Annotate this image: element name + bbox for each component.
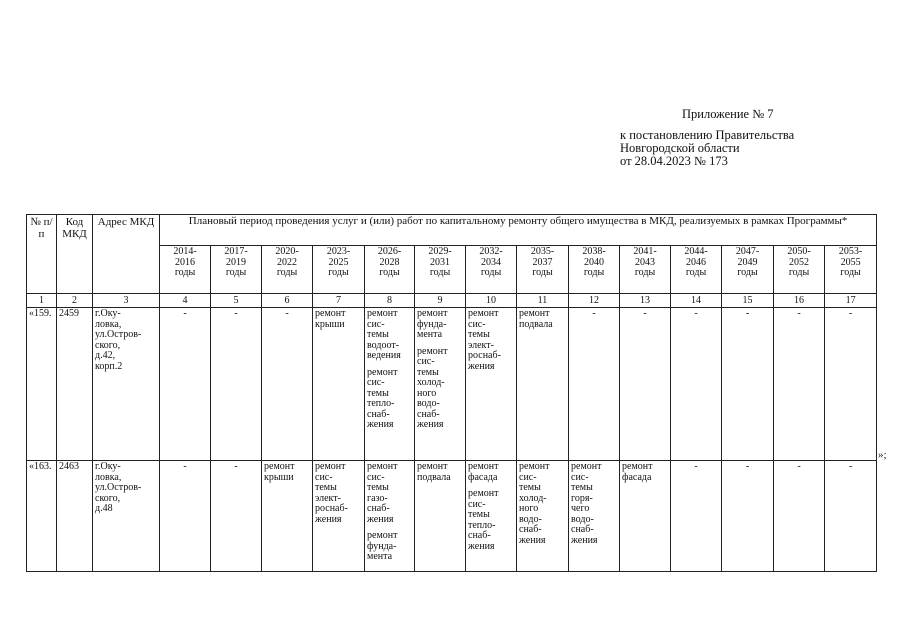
no-work-dash: - xyxy=(643,308,647,319)
work-item: ремонт сис- темы газо- снаб- жения xyxy=(367,461,398,525)
column-number-cell: 11 xyxy=(517,294,569,308)
period-header-cell: 2047- 2049 годы xyxy=(722,246,774,294)
table-row xyxy=(27,461,877,572)
column-number-cell: 17 xyxy=(825,294,877,308)
period-work-cell xyxy=(825,308,877,461)
no-work-dash: - xyxy=(797,308,801,319)
work-item: ремонт сис- темы холод- ного водо- снаб- жения xyxy=(519,461,550,546)
period-header-cell: 2017- 2019 годы xyxy=(211,246,262,294)
building-code-cell: 2463 xyxy=(57,461,93,572)
no-work-dash: - xyxy=(183,461,187,472)
period-work-cell xyxy=(365,308,415,461)
column-number-cell: 7 xyxy=(313,294,365,308)
period-work-cell xyxy=(466,461,517,572)
period-work-cell xyxy=(517,461,569,572)
no-work-dash: - xyxy=(694,308,698,319)
work-item: ремонт крыши xyxy=(315,308,346,330)
period-work-cell xyxy=(825,461,877,572)
table-row xyxy=(27,308,877,461)
column-number-cell: 9 xyxy=(415,294,466,308)
period-work-cell xyxy=(620,308,671,461)
column-number-cell: 8 xyxy=(365,294,415,308)
period-header-cell: 2038- 2040 годы xyxy=(569,246,620,294)
header-planned-period: Плановый период проведения услуг и (или) работ по капитальному ремонту общего имущества в МКД, реализуемых в рамках Программы* xyxy=(160,215,877,246)
column-number-cell: 16 xyxy=(774,294,825,308)
column-number-cell: 10 xyxy=(466,294,517,308)
work-item: ремонт сис- темы элект- роснаб- жения xyxy=(468,308,501,372)
column-number-cell: 12 xyxy=(569,294,620,308)
no-work-dash: - xyxy=(848,308,853,319)
header-row xyxy=(27,215,877,246)
work-item: ремонт сис- темы водоот- ведения xyxy=(367,308,401,361)
building-code-cell: 2459 xyxy=(57,308,93,461)
no-work-dash: - xyxy=(234,461,238,472)
period-work-cell xyxy=(365,461,415,572)
period-header-cell: 2050- 2052 годы xyxy=(774,246,825,294)
column-number-cell: 3 xyxy=(93,294,160,308)
period-work-cell xyxy=(671,461,722,572)
no-work-dash: - xyxy=(183,308,187,319)
capital-repair-table xyxy=(26,214,877,572)
no-work-dash: - xyxy=(592,308,596,319)
period-work-cell xyxy=(466,308,517,461)
work-item: ремонт сис- темы горя- чего водо- снаб- жения xyxy=(571,461,602,546)
period-work-cell xyxy=(722,461,774,572)
period-work-cell xyxy=(160,308,211,461)
period-work-cell xyxy=(262,308,313,461)
period-work-cell xyxy=(774,461,825,572)
period-work-cell xyxy=(313,461,365,572)
work-item: ремонт фунда- мента xyxy=(367,530,398,562)
no-work-dash: - xyxy=(285,308,289,319)
work-item: ремонт фасада xyxy=(622,461,653,483)
work-item: ремонт сис- темы холод- ного водо- снаб- жения xyxy=(417,345,448,430)
no-work-dash: - xyxy=(745,308,750,319)
row-number-cell: «163. xyxy=(27,461,57,572)
period-work-cell xyxy=(211,308,262,461)
period-work-cell xyxy=(415,308,466,461)
address-cell: г.Оку- ловка, ул.Остров- ского, д.48 xyxy=(93,461,160,572)
no-work-dash: - xyxy=(694,461,698,472)
closing-quote: »; xyxy=(878,449,887,461)
work-item: ремонт сис- темы элект- роснаб- жения xyxy=(315,461,348,525)
period-work-cell xyxy=(415,461,466,572)
column-number-cell: 1 xyxy=(27,294,57,308)
period-header-cell: 2035- 2037 годы xyxy=(517,246,569,294)
period-work-cell xyxy=(671,308,722,461)
period-header-cell: 2053- 2055 годы xyxy=(825,246,877,294)
no-work-dash: - xyxy=(848,461,853,472)
period-work-cell xyxy=(262,461,313,572)
work-item: ремонт фасада xyxy=(468,461,499,483)
work-item: ремонт подвала xyxy=(519,308,553,330)
period-work-cell xyxy=(722,308,774,461)
period-header-cell: 2026- 2028 годы xyxy=(365,246,415,294)
work-item: ремонт сис- темы тепло- снаб- жения xyxy=(367,366,398,430)
period-header-cell: 2023- 2025 годы xyxy=(313,246,365,294)
appendix-line-2: Новгородской области xyxy=(620,141,740,155)
column-number-cell: 15 xyxy=(722,294,774,308)
column-number-cell: 13 xyxy=(620,294,671,308)
period-header-cell: 2041- 2043 годы xyxy=(620,246,671,294)
period-work-cell xyxy=(569,308,620,461)
work-item: ремонт сис- темы тепло- снаб- жения xyxy=(468,488,499,552)
column-number-cell: 5 xyxy=(211,294,262,308)
address-cell: г.Оку- ловка, ул.Остров- ского, д.42, корп.2 xyxy=(93,308,160,461)
period-work-cell xyxy=(211,461,262,572)
header-address: Адрес МКД xyxy=(93,215,160,294)
period-work-cell xyxy=(160,461,211,572)
row-number-cell: «159. xyxy=(27,308,57,461)
appendix-line-1: к постановлению Правительства xyxy=(620,128,795,142)
period-header-cell: 2044- 2046 годы xyxy=(671,246,722,294)
column-number-row xyxy=(27,294,877,308)
period-header-cell: 2032- 2034 годы xyxy=(466,246,517,294)
period-header-cell: 2014- 2016 годы xyxy=(160,246,211,294)
period-work-cell xyxy=(517,308,569,461)
column-number-cell: 14 xyxy=(671,294,722,308)
period-header-cell: 2020- 2022 годы xyxy=(262,246,313,294)
appendix-block xyxy=(620,108,880,168)
period-work-cell xyxy=(569,461,620,572)
period-header-cell: 2029- 2031 годы xyxy=(415,246,466,294)
header-no: № п/п xyxy=(27,215,57,294)
no-work-dash: - xyxy=(234,308,238,319)
column-number-cell: 6 xyxy=(262,294,313,308)
header-code: Код МКД xyxy=(57,215,93,294)
appendix-title: Приложение № 7 xyxy=(682,107,774,121)
column-number-cell: 4 xyxy=(160,294,211,308)
period-work-cell xyxy=(774,308,825,461)
period-work-cell xyxy=(313,308,365,461)
column-number-cell: 2 xyxy=(57,294,93,308)
period-work-cell xyxy=(620,461,671,572)
work-item: ремонт крыши xyxy=(264,461,295,483)
work-item: ремонт фунда- мента xyxy=(417,308,448,340)
appendix-line-3: от 28.04.2023 № 173 xyxy=(620,154,728,168)
no-work-dash: - xyxy=(745,461,750,472)
no-work-dash: - xyxy=(797,461,801,472)
work-item: ремонт подвала xyxy=(417,461,451,483)
